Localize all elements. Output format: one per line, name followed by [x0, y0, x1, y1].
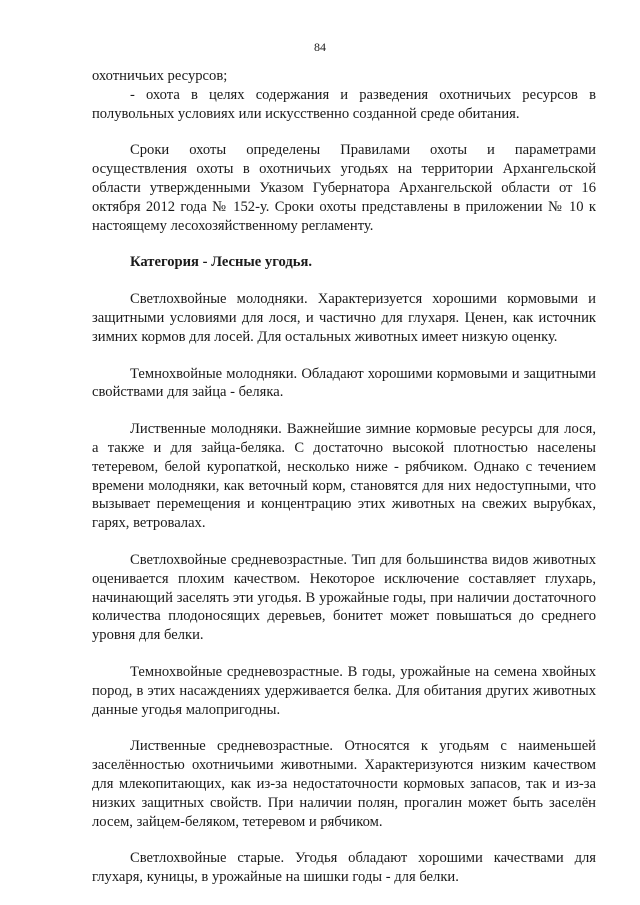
paragraph-light-coniferous-middle-aged: Светлохвойные средневозрастные. Тип для большинства видов животных оценивается плохим качеством. Некоторое исключение составляет глухарь, начинающий заселять эти угодья. В урожайные годы, при наличии достаточного количества плодоносящих деревьев, бонитет может повышаться до среднего уровня для белки. — [92, 551, 596, 644]
paragraph-light-coniferous-young: Светлохвойные молодняки. Характеризуется хорошими кормовыми и защитными условиями для лося, и частично для глухаря. Ценен, как источник зимних кормов для лосей. Для остальных животных имеет низкую оценку. — [92, 291, 596, 345]
paragraph-deciduous-young: Лиственные молодняки. Важнейшие зимние кормовые ресурсы для лося, а также и для зайца-беляка. С достаточно высокой плотностью населены тетеревом, белой куропаткой, несколько ниже - рябчиком. Однако с течением времени молодняки, как веточный корм, становятся для них недоступными, что вызывает перемещения и концентрацию этих животных на свежих вырубках, гарях, ветровалах. — [92, 421, 596, 532]
list-item-hunting-type: - охота в целях содержания и разведения охотничьих ресурсов в полувольных условиях или искусственно созданной среде обитания. — [92, 86, 596, 122]
page-number: 84 — [314, 40, 326, 54]
section-heading: Категория - Лесные угодья. — [130, 254, 313, 271]
paragraph-continuation: охотничьих ресурсов; — [92, 68, 228, 84]
paragraph-hunting-terms: Сроки охоты определены Правилами охоты и параметрами осуществления охоты в охотничьих угодьях на территории Архангельской области утвержденными Указом Губернатора Архангельской области от 16 октября 2012 года № 152-у. Сроки охоты представлены в приложении № 10 к настоящему лесохозяйственному регламенту. — [92, 142, 596, 234]
paragraph-dark-coniferous-young: Темнохвойные молодняки. Обладают хорошими кормовыми и защитными свойствами для зайца - беляка. — [92, 365, 596, 401]
page-body — [92, 67, 596, 887]
paragraph-deciduous-middle-aged: Лиственные средневозрастные. Относятся к угодьям с наименьшей заселённостью охотничьими животными. Характеризуются низким качеством для млекопитающих, как из-за недостаточности кормовых запасов, так и из-за низких защитных свойств. При наличии полян, прогалин может быть заселён лосем, зайцем-беляком, тетеревом и рябчиком. — [92, 738, 596, 830]
paragraph-light-coniferous-old: Светлохвойные старые. Угодья обладают хорошими качествами для глухаря, куницы, в урожайные на шишки годы - для белки. — [92, 850, 596, 886]
paragraph-dark-coniferous-middle-aged: Темнохвойные средневозрастные. В годы, урожайные на семена хвойных пород, в этих насаждениях удерживается белка. Для обитания других животных данные угодья малопригодны. — [92, 663, 596, 718]
